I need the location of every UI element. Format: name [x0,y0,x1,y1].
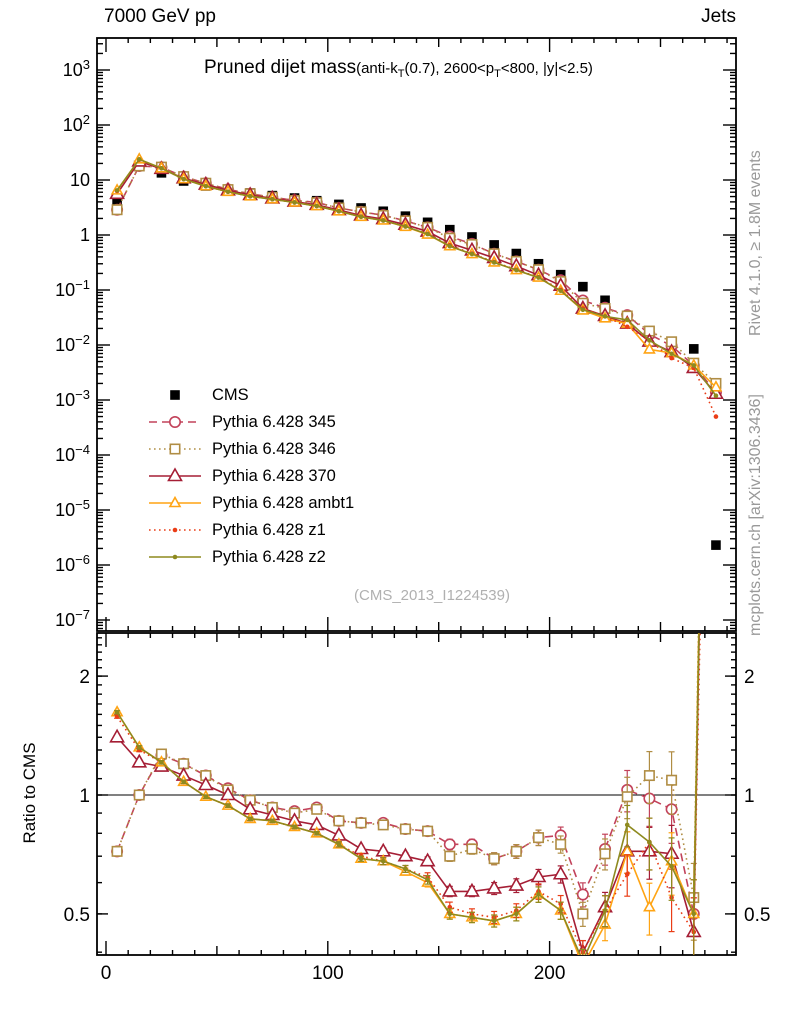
legend-item-pythia-345 [148,409,336,435]
analysis-id-watermark: (CMS_2013_I1224539) [354,587,510,604]
cuts-text: (0.7), 2600<p [404,60,495,77]
plot-title-cuts [356,60,593,80]
legend-label: Pythia 6.428 370 [212,466,336,485]
ratio-axis-label: Ratio to CMS [20,742,39,844]
open-square-dotted-icon [148,440,202,458]
svg-text:2: 2 [79,667,90,689]
svg-text:10−3: $10^{-3}$ [55,387,90,410]
legend-label: Pythia 6.428 z2 [212,547,326,566]
svg-text:10−6: $10^{-6}$ [55,552,90,575]
legend-label: Pythia 6.428 z1 [212,520,326,539]
svg-text:2: 2 [744,667,755,689]
dot-solid-line-icon [148,548,202,566]
svg-text:10−7: $10^{-7}$ [55,607,90,630]
svg-text:10: 10 [69,170,90,190]
svg-text:1: 1 [79,225,90,245]
dot-dotted-line-icon [148,521,202,539]
rivet-version-note: Rivet 4.1.0, ≥ 1.8M events [747,150,764,336]
cms-square-icon [148,386,202,404]
legend-label: Pythia 6.428 ambt1 [212,493,355,512]
svg-text:200: 200 [533,963,566,984]
plot-title-main: Pruned dijet mass [204,57,357,78]
cuts-text: <800, |y|<2.5) [500,60,593,77]
legend-label: Pythia 6.428 345 [212,412,336,431]
svg-text:0.5: 0.5 [63,904,90,926]
mcplots-arxiv-note: mcplots.cern.ch [arXiv:1306.3436] [747,394,764,636]
beam-energy-label: 7000 GeV pp [104,6,216,27]
cuts-text: (anti-k [356,60,398,77]
svg-text:0: 0 [100,963,112,984]
open-circle-dashed-icon [148,413,202,431]
open-triangle-solid-icon [148,467,202,485]
analysis-category-label: Jets [701,6,736,27]
svg-text:1: 1 [79,786,90,807]
subscript-t: T [494,68,501,80]
svg-text:103: $10^3$ [62,57,90,80]
svg-text:102: $10^2$ [62,112,90,135]
subscript-t: T [397,68,405,80]
svg-text:0.5: 0.5 [744,904,771,926]
svg-text:10−1: $10^{-1}$ [55,277,90,300]
svg-text:10−5: $10^{-5}$ [55,497,90,520]
legend-item-pythia-z2 [148,544,326,570]
svg-text:10−4: $10^{-4}$ [55,442,90,465]
legend-label: Pythia 6.428 346 [212,439,336,458]
svg-text:10−2: $10^{-2}$ [55,332,90,355]
open-triangle-orange-icon [148,494,202,512]
legend-item-pythia-370 [148,463,336,489]
legend-item-pythia-346 [148,436,336,462]
legend-item-pythia-ambt1 [148,490,354,516]
legend-label: CMS [212,385,249,404]
plot-title [204,57,593,80]
svg-text:1: 1 [744,786,755,807]
svg-text:100: 100 [311,963,344,984]
legend-item-pythia-z1 [148,517,326,543]
legend-item-cms [148,382,249,408]
